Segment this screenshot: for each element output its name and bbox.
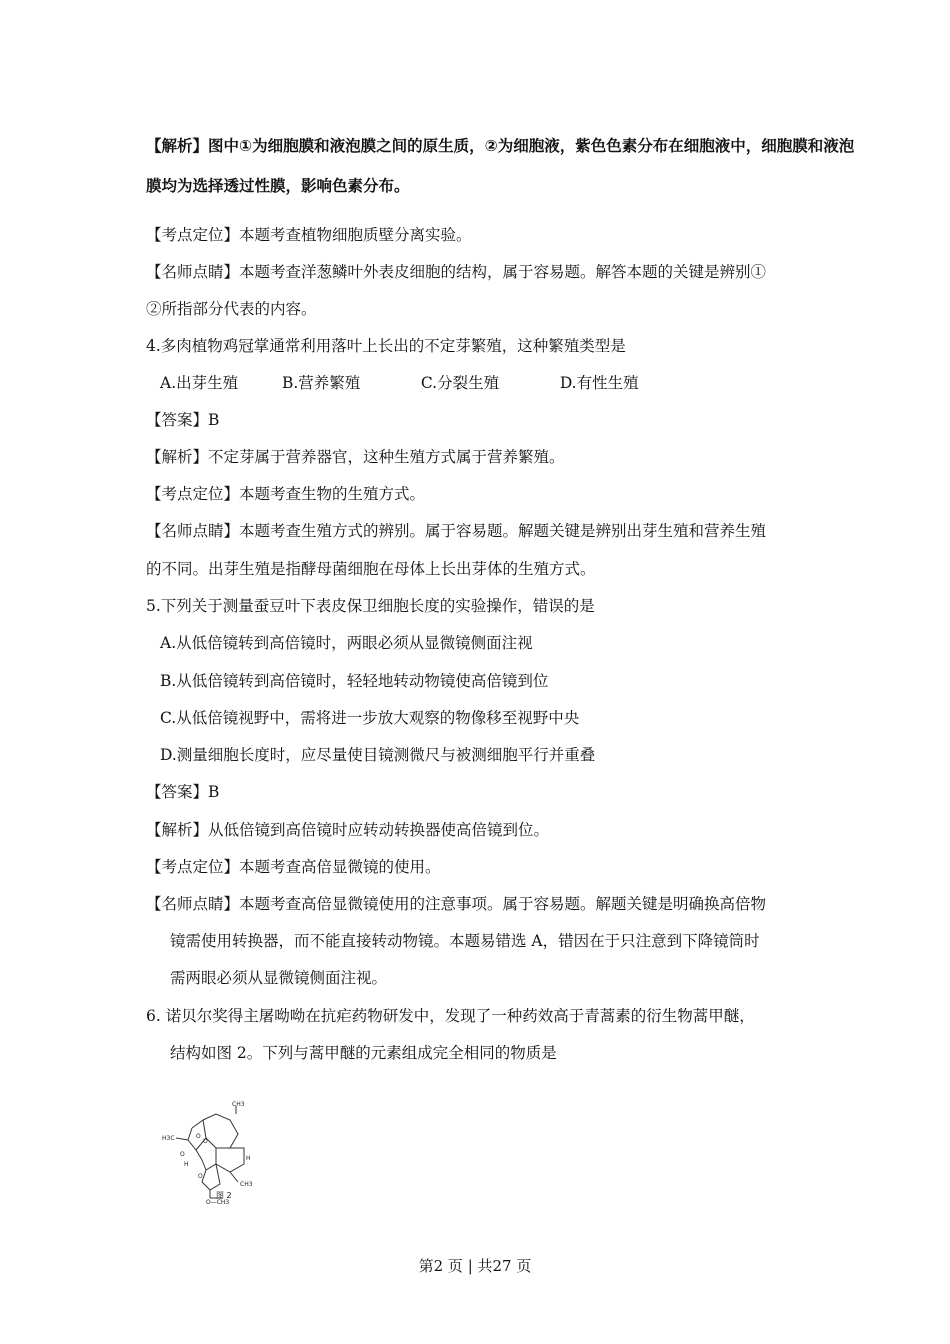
option-a: A.出芽生殖 xyxy=(160,374,239,392)
svg-text:O: O xyxy=(198,1173,203,1180)
figure-caption: 图 2 xyxy=(216,1191,232,1200)
teacher-note-4-line-1: 【名师点睛】本题考查生殖方式的辨别。属于容易题。解题关键是辨别出芽生殖和营养生殖 xyxy=(146,522,767,540)
answer-5: 【答案】B xyxy=(146,783,220,801)
teacher-note-3-line-2: ②所指部分代表的内容。 xyxy=(146,300,317,318)
analysis-4: 【解析】不定芽属于营养器官，这种生殖方式属于营养繁殖。 xyxy=(146,448,565,466)
question-4: 4.多肉植物鸡冠掌通常利用落叶上长出的不定芽繁殖，这种繁殖类型是 xyxy=(146,337,626,355)
teacher-note-5-line-1: 【名师点睛】本题考查高倍显微镜使用的注意事项。属于容易题。解题关键是明确换高倍物 xyxy=(146,895,767,913)
page-footer: 第2 页 | 共27 页 xyxy=(418,1257,532,1275)
option-d: D.有性生殖 xyxy=(559,374,639,392)
artemether-structure-figure xyxy=(158,1098,258,1208)
question-6-line-2: 结构如图 2。下列与蒿甲醚的元素组成完全相同的物质是 xyxy=(170,1044,557,1062)
question-5-option-c: C.从低倍镜视野中，需将进一步放大观察的物像移至视野中央 xyxy=(160,709,580,727)
svg-text:O: O xyxy=(196,1133,201,1140)
teacher-note-5-line-2: 镜需使用转换器，而不能直接转动物镜。本题易错选 A，错因在于只注意到下降镜筒时 xyxy=(170,932,760,950)
svg-text:H: H xyxy=(246,1155,251,1162)
question-5-option-a: A.从低倍镜转到高倍镜时，两眼必须从显微镜侧面注视 xyxy=(160,634,533,652)
analysis-line-1: 【解析】图中①为细胞膜和液泡膜之间的原生质，②为细胞液，紫色色素分布在细胞液中，细胞膜和液泡 xyxy=(146,137,855,155)
svg-text:H3C: H3C xyxy=(162,1135,175,1142)
question-6-line-1: 6. 诺贝尔奖得主屠呦呦在抗疟药物研发中，发现了一种药效高于青蒿素的衍生物蒿甲醚， xyxy=(146,1007,755,1025)
question-5-option-b: B.从低倍镜转到高倍镜时，轻轻地转动物镜使高倍镜到位 xyxy=(160,672,549,690)
analysis-5: 【解析】从低倍镜到高倍镜时应转动转换器使高倍镜到位。 xyxy=(146,821,550,839)
key-point-4: 【考点定位】本题考查生物的生殖方式。 xyxy=(146,485,426,503)
option-c: C.分裂生殖 xyxy=(420,374,500,392)
key-point-3: 【考点定位】本题考查植物细胞质壁分离实验。 xyxy=(146,226,472,244)
question-4-options xyxy=(160,373,639,393)
option-b: B.营养繁殖 xyxy=(281,374,361,392)
artemether-structure-svg xyxy=(158,1098,258,1208)
teacher-note-4-line-2: 的不同。出芽生殖是指酵母菌细胞在母体上长出芽体的生殖方式。 xyxy=(146,560,596,578)
svg-text:O: O xyxy=(203,1138,208,1145)
teacher-note-5-line-3: 需两眼必须从显微镜侧面注视。 xyxy=(170,969,388,987)
analysis-line-2: 膜均为选择透过性膜，影响色素分布。 xyxy=(146,177,410,195)
svg-text:O—CH3: O—CH3 xyxy=(206,1199,230,1206)
question-5-option-d: D.测量细胞长度时，应尽量使目镜测微尺与被测细胞平行并重叠 xyxy=(160,746,596,764)
svg-text:H: H xyxy=(184,1161,189,1168)
svg-text:CH3: CH3 xyxy=(232,1101,245,1108)
answer-4: 【答案】B xyxy=(146,411,220,429)
svg-text:O: O xyxy=(180,1151,185,1158)
key-point-5: 【考点定位】本题考查高倍显微镜的使用。 xyxy=(146,858,441,876)
teacher-note-3-line-1: 【名师点睛】本题考查洋葱鳞叶外表皮细胞的结构，属于容易题。解答本题的关键是辨别① xyxy=(146,263,767,281)
svg-text:CH3: CH3 xyxy=(240,1181,253,1188)
question-5: 5.下列关于测量蚕豆叶下表皮保卫细胞长度的实验操作，错误的是 xyxy=(146,597,595,615)
